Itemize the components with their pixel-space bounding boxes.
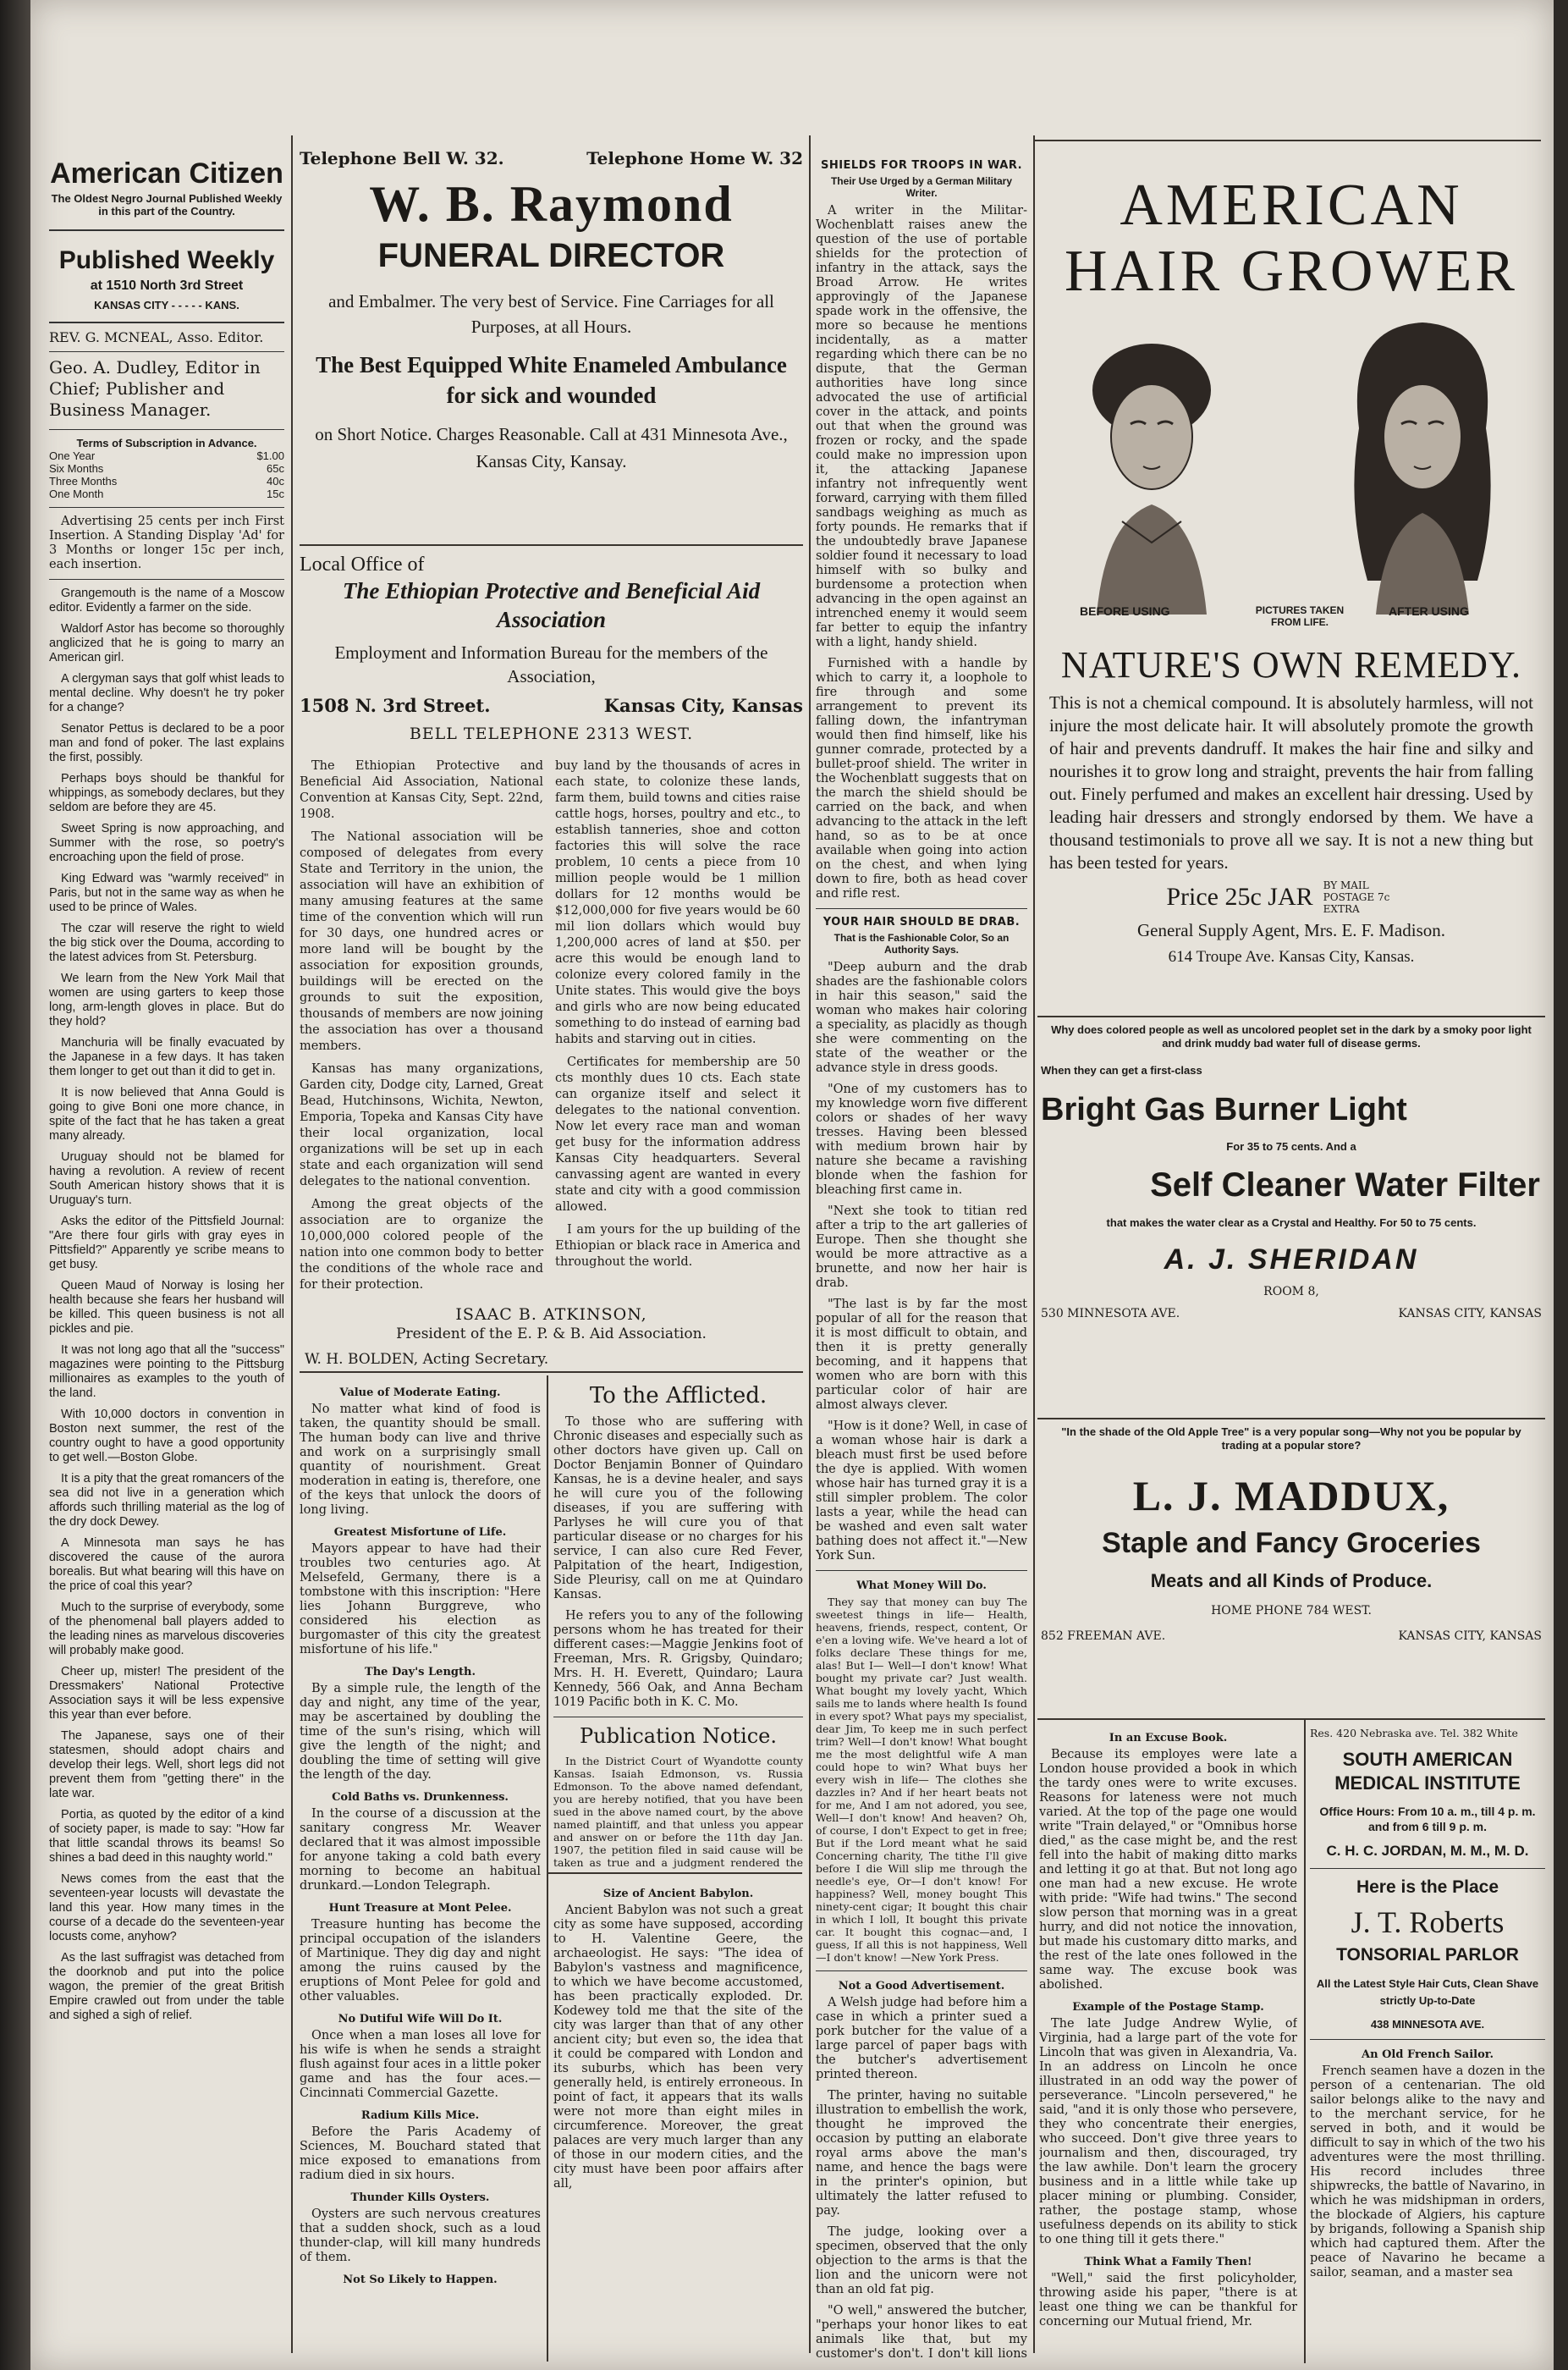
- association-paragraph: The National association will be composed of delegates from every State and Territory in the union, the association will have an exhibition of many amusing features at the same time of the convention which will run for 30 days, one hundred acres or more land will be bought by the association for exposition grounds, buildings will be erected on the grounds to suit the exposition, thousands of members are now joining the association has over a thousand members.: [300, 830, 543, 1053]
- scan-edge-left: [0, 0, 30, 2370]
- item-heading: Cold Baths vs. Drunkenness.: [332, 1791, 509, 1804]
- subscription-terms: [49, 437, 284, 500]
- employment-bureau: Employment and Information Bureau for the members of the Association,: [334, 642, 768, 686]
- excuse-text: Because its employes were late a London house provided a book in which the tardy ones were to write excuses. Reasons for lateness were not much varied. At the top of the page one would write "Train delayed," or "Omnibus horse died," as the case might be, and the rest fell into the habit of making ditto marks and letting it go at that. But not long ago one man had a new excuse. He wrote with pride: "Wife had twins." The second slow person that morning was in a great hurry, and did not notice the innovation, but made his customary ditto marks, and the rest of the late ones followed in the same way. The excuse book was abolished.: [1039, 1748, 1297, 1992]
- babylon-title: Size of Ancient Babylon.: [602, 1888, 754, 1900]
- short-item: The czar will reserve the right to wield the big stick over the Douma, according to the latest advices from St. Petersburg.: [49, 922, 284, 964]
- institute-doctor: C. H. C. JORDAN, M. M., M. D.: [1326, 1843, 1529, 1859]
- newspaper-page: [30, 0, 1554, 2370]
- raymond-line-3: on Short Notice. Charges Reasonable. Call at 431 Minnesota Ave., Kansas City, Kansay.: [315, 424, 788, 471]
- short-item: News comes from the east that the seventeen-year locusts will devastate the land this year. How many times in the course of a decade do the seventeen-year locusts come, anyhow?: [49, 1872, 284, 1943]
- excuse-title: In an Excuse Book.: [1109, 1732, 1228, 1744]
- shields-text: A writer in the Militar-Wochenblatt raises anew the question of the use of portable shields for the protection of infantry in the attack, says the Broad Arrow. He writes approvingly of the Japanese spade work in the offensive, the more so because he mentions incidentally, as a matter regarding which there can be no dispute, that the German authorities have long since advocated the use of artificial cover in the attack, and points out that when the ground was frozen or rocky, and the spade could make no impression upon it, the attacking Japanese infantry not infrequently went forward, carrying with them filled sandbags weighing as much as forty pounds. He remarks that if the undoubtedly brave Japanese soldier found it necessary to load himself with so bulky and burdensome a protection when advancing in the open against an intrenched enemy it would seem far better to equip the infantry with a light, handy shield.: [816, 204, 1027, 649]
- natures-remedy: NATURE'S OWN REMEDY.: [1060, 644, 1522, 686]
- associate-editor: REV. G. MCNEAL, Asso. Editor.: [49, 329, 264, 345]
- item-text: By a simple rule, the length of the day and night, any time of the year, may be ascertained by doubling the time of the sun's rising, which will give the length of the night; and doubling the time of setting will give the length of the day.: [300, 1682, 541, 1782]
- hair-drab-text: "Next she took to titian red after a trip to the art galleries of Europe. Then she thought she would be more attractive as a brunette, and now her hair is drab.: [816, 1204, 1027, 1290]
- published-weekly: Published Weekly: [58, 246, 275, 274]
- maddux-city: KANSAS CITY, KANSAS: [1398, 1629, 1542, 1643]
- item-heading: No Dutiful Wife Will Do It.: [338, 2013, 503, 2026]
- column-1: [49, 152, 284, 2362]
- maddux-ad: [1037, 1422, 1545, 1718]
- column-rule: [547, 1375, 548, 2362]
- association-name: The Ethiopian Protective and Beneficial Aid Association: [342, 578, 761, 632]
- local-office-label: Local Office of: [300, 554, 425, 576]
- family-title: Think What a Family Then!: [1084, 2256, 1252, 2268]
- after-using-label: AFTER USING: [1389, 604, 1469, 618]
- maddux-address: 852 FREEMAN AVE.: [1041, 1629, 1166, 1643]
- shields-title: SHIELDS FOR TROOPS IN WAR.: [820, 159, 1023, 172]
- hair-drab-text: "Deep auburn and the drab shades are the fashionable colors in hair this season," said the woman who makes hair coloring a speciality, as placidly as though she were commenting on the state of the weather or the advance style in dress goods.: [816, 961, 1027, 1075]
- ad-divider: [1037, 1718, 1545, 1720]
- maddux-groceries: Staple and Fancy Groceries: [1102, 1527, 1481, 1559]
- raymond-ambulance: The Best Equipped White Enameled Ambulance for sick and wounded: [316, 352, 787, 408]
- after-portrait-image: [1325, 310, 1520, 615]
- advertisement-story-text: The judge, looking over a specimen, observed that the only objection to the arms is that the lion and the unicorn were not than an old fat pig.: [816, 2225, 1027, 2296]
- maddux-phone: HOME PHONE 784 WEST.: [1211, 1604, 1372, 1618]
- hair-ad-title-2: HAIR GROWER: [1065, 239, 1518, 304]
- filter-text: that makes the water clear as a Crystal and Healthy. For 50 to 75 cents.: [1106, 1216, 1477, 1229]
- hair-ad-agent-address: 614 Troupe Ave. Kansas City, Kansas.: [1168, 948, 1415, 966]
- short-item: King Edward was "warmly received" in Paris, but not in the same way as when he used to be prince of Wales.: [49, 872, 284, 914]
- association-paragraph: buy land by the thousands of acres in each state, to colonize these lands, farm them, build towns and cities raise cattle hogs, horses, poultry and etc., to establish tanneries, shoe and cotton factories this will solve the race problem, 10 cents a piece from 10 million people would be 1 million dollars for 12 months would be $12,000,000 for five years would be 60 mil lion dollars which would buy 1,200,000 acres of land at $50. per acre this would be enough land to colonize every colored family in the Unite states. This would give the boys and girls who are now being educated something to do instead of earning bad habits and starving out in cities.: [555, 759, 801, 1046]
- association-paragraph: Certificates for membership are 50 cts monthly dues 10 cts. Each state can organize itself and select it delegates to the national convention. Now let every race man and woman get busy for the information address Kansas City headquarters. Several canvassing agent are wanted in every state and city with a good commission allowed.: [555, 1055, 801, 1214]
- before-portrait-image: [1054, 310, 1249, 615]
- item-text: Oysters are such nervous creatures that a sudden shock, such as a loud thunder-clap, will kill many hundreds of them.: [300, 2207, 541, 2264]
- roberts-name: J. T. Roberts: [1351, 1905, 1505, 1939]
- short-item: It is a pity that the great romancers of the sea did not live in a generation which affords such thrilling material as the log of the dry dock Dewey.: [49, 1472, 284, 1529]
- item-heading: Value of Moderate Eating.: [339, 1386, 501, 1399]
- association-paragraph: I am yours for the up building of the Ethiopian or black race in America and throughout the world.: [555, 1223, 801, 1269]
- column-rule: [1033, 135, 1035, 2353]
- short-item: It was not long ago that all the "success" magazines were pointing to the Pittsburg millionaires as examples to the youth of the land.: [49, 1343, 284, 1400]
- sailor-title: An Old French Sailor.: [1362, 2048, 1494, 2061]
- short-item: Waldorf Astor has become so thoroughly anglicized that he is going to marry an American girl.: [49, 622, 284, 664]
- hair-ad-postage: BY MAIL POSTAGE 7c EXTRA: [1323, 879, 1390, 915]
- sheridan-city: KANSAS CITY, KANSAS: [1398, 1307, 1542, 1320]
- column-rule: [809, 135, 811, 2353]
- short-item: With 10,000 doctors in convention in Boston next summer, the rest of the country ought to have a good opportunity to get well.—Boston Globe.: [49, 1408, 284, 1464]
- signature-president: ISAAC B. ATKINSON,: [455, 1305, 647, 1324]
- short-item: Uruguay should not be blamed for having a revolution. A review of recent South American history shows that it is Uruguay's turn.: [49, 1150, 284, 1207]
- terms-title: Terms of Subscription in Advance.: [76, 437, 257, 449]
- publication-address: at 1510 North 3rd Street: [90, 278, 244, 293]
- sheridan-ad: [1037, 1020, 1545, 1418]
- roberts-address: 438 MINNESOTA AVE.: [1370, 2018, 1485, 2031]
- hair-ad-agent: General Supply Agent, Mrs. E. F. Madison.: [1136, 920, 1446, 940]
- short-item: The Japanese, says one of their statesmen, should adopt chairs and develop their legs. Well, short legs did not prevent them from "getting there" in the late war.: [49, 1729, 284, 1800]
- shields-text: Furnished with a handle by which to carry it, a loophole to fire through and some arrangement to prevent its falling down, the infantryman would then find himself, like his gunner comrade, protected by a bullet-proof shield. The writer in the Wochenblatt suggests that on the march the shield should be carried on the back, and when advancing to the attack in the left hand, so as to be at once available when going into action on the chest, and when lying down to fire, both as head cover and rifle rest.: [816, 657, 1027, 901]
- advertisement-story-title: Not a Good Advertisement.: [838, 1980, 1005, 1992]
- item-heading: The Day's Length.: [365, 1666, 476, 1678]
- funeral-director-title: FUNERAL DIRECTOR: [377, 237, 725, 274]
- short-items: [49, 587, 284, 2023]
- poem-text: They say that money can buy The sweetest things in life— Health, heavens, friends, respect, content, Or e'en a loving wife. We've heard a lot of folks declare These things for me, alas! But I— Well—I don't know! What bought my private car? Just wealth. What bought my lovely yacht, Which sails me to lands where health Is found in every spot? What pays my specialist, dear Jim, To keep me in such perfect trim? Well—I don't know! What bought me the most delightful wife A man could hope to win? What buys her every wish in life— The clothes she dazzles in? And if her heart beats not for me, And I am not adored, you see, Well—I don't know! And heaven? Oh, of course, I don't Expect to get in free; But if the Lord meant what he said Concerning charity, The tithe I'll give before I die Will slip me through the needle's eye, Or—I don't know! For happiness? Well, money bought This ninety-cent cigar; It bought this chair in which I loll, It bought this private car. It bought this cognac—and, I guess, If all this is not happiness, Well—I don't know! —New York Press.: [816, 1596, 1027, 1964]
- apple-tree-text: "In the shade of the Old Apple Tree" is a very popular song—Why not you be popular by trading at a popular store?: [1061, 1425, 1521, 1452]
- sheridan-name: A. J. SHERIDAN: [1164, 1243, 1419, 1276]
- advertisement-story-text: A Welsh judge had before him a case in which a printer sued a pork butcher for the value of a large parcel of paper bags with the butcher's advertisement printed thereon.: [816, 1996, 1027, 2081]
- column-rule: [1304, 1720, 1306, 2363]
- hair-ad-price: Price 25c JAR: [1166, 883, 1313, 911]
- item-heading: Hunt Treasure at Mont Pelee.: [328, 1902, 512, 1915]
- item-heading: Radium Kills Mice.: [360, 2109, 480, 2122]
- masthead-subtitle: The Oldest Negro Journal Published Weekly in this part of the Country.: [51, 192, 283, 218]
- short-item: Portia, as quoted by the editor of a kind of society paper, is made to say: "How far that little scandal throws its beams! So shines a bad deed in this naughty world.": [49, 1808, 284, 1865]
- column-3: [816, 152, 1027, 2362]
- association-paragraph: Among the great objects of the association are to organize the 10,000,000 colored people of the nation into one common body to better the conditions of the whole race and for their protection.: [300, 1198, 543, 1292]
- roberts-parlor: TONSORIAL PARLOR: [1336, 1945, 1519, 1965]
- ad-divider: [1037, 1418, 1545, 1419]
- terms-row: Six Months 65c: [49, 462, 284, 475]
- raymond-name: W. B. Raymond: [369, 176, 734, 232]
- publication-city: KANSAS CITY - - - - - KANS.: [94, 299, 239, 311]
- ethiopian-association: [300, 550, 803, 1371]
- babylon-text: Ancient Babylon was not such a great city as some have supposed, according to H. Valentine Geere, the archaeologist. He says: "The idea of Babylon's vastness and magnificence, to which we have become accustomed, has been practically exploded. Dr. Kodewey told me that the site of the city was larger than that of any other ancient city; but even so, the idea that it could be compared with London and its suburbs, which has been very generally held, is entirely erroneous. In point of fact, it appears that its walls were not more than eight miles in circumference. Moreover, the great palaces are very much larger than any of those in our modern cities, and the city must have been poor affairs after all,: [553, 1904, 803, 2191]
- sheridan-room: ROOM 8,: [1263, 1285, 1319, 1298]
- association-paragraph: Kansas has many organizations, Garden city, Dodge city, Larned, Great Bead, Hutchinsons, Wichita, Newton, Emporia, Topeka and Kansas City have their local organization, local organizations will be set up in each state and each organization will send delegates to the national convention.: [300, 1062, 543, 1188]
- item-text: Mayors appear to have had their troubles two centuries ago. At Melsefeld, Germany, there is a tombstone with this inscription: "Here lies Johann Burggreve, who considered his election as burgomaster of this city the greatest misfortune of his life.": [300, 1542, 541, 1656]
- afflicted-title: To the Afflicted.: [589, 1383, 767, 1408]
- roberts-here: Here is the Place: [1356, 1877, 1499, 1897]
- gas-price: For 35 to 75 cents. And a: [1226, 1140, 1356, 1153]
- column-4-lower-right: [1310, 1723, 1545, 2362]
- column-rule: [291, 135, 293, 2353]
- raymond-funeral-ad: [300, 148, 803, 546]
- afflicted-references: He refers you to any of the following persons whom he has treated for their different cases:—Maggie Jenkins foot of Freeman, Mrs. R. Grigsby, Quindaro; Mrs. H. H. Everett, Quindaro; Laura Kennedy, 566 Oak, and Anna Becham 1019 Pacific both in K. C. Mo.: [553, 1609, 803, 1709]
- column-2-lower-right: [553, 1378, 803, 1869]
- short-item: Queen Maud of Norway is losing her health because she fears her husband will be killed. This queen business is not all pickles and pie.: [49, 1279, 284, 1336]
- sailor-text: French seamen have a dozen in the person of a centenarian. The old sailor belongs alike to the navy and to the merchant service, for he served in both, and it would be difficult to say in which of the two his adventures were the most thrilling. His record includes three shipwrecks, the battle of Navarino, in which he was midshipman in orders, the blockade of Algiers, his capture by brigands, following a Spanish ship which had captured them. After the peace of Navarino he became a sailor, seaman, and a master sea: [1310, 2064, 1545, 2279]
- hair-drab-title: YOUR HAIR SHOULD BE DRAB.: [823, 916, 1021, 929]
- maddux-name: L. J. MADDUX,: [1132, 1472, 1450, 1519]
- hair-drab-subtitle: That is the Fashionable Color, So an Authority Says.: [834, 932, 1010, 956]
- short-item: Manchuria will be finally evacuated by the Japanese in a few days. It has taken them longer to get out than it did to get in.: [49, 1036, 284, 1078]
- telephone-bell: Telephone Bell W. 32.: [300, 148, 504, 168]
- hair-drab-text: "The last is by far the most popular of all for the reason that it is most difficult to obtain, and then it is pretty generally becoming, and it happens that women who are born with this particular color of hair are almost always clever.: [816, 1298, 1027, 1412]
- institute-hours: Office Hours: From 10 a. m., till 4 p. m. and from 6 till 9 p. m.: [1319, 1805, 1536, 1833]
- ad-divider: [548, 1872, 802, 1874]
- signature-secretary: W. H. BOLDEN, Acting Secretary.: [305, 1351, 549, 1368]
- item-text: Treasure hunting has become the principal occupation of the islanders of Martinique. They dig day and night among the ruins caused by the eruptions of Mont Pelee for gold and other valuables.: [300, 1918, 541, 2003]
- hair-ad-text: This is not a chemical compound. It is absolutely harmless, will not injure the most delicate hair. It will absolutely promote the growth of hair and prevents dandruff. It makes the hair fine and silky and nourishes it to grow long and straight, prevents the hair from falling out. Finely perfumed and makes an excellent hair dressing. Used by leading hair dressers and strongly endorsed by them. We have a thousand testimonials to prove all we say. It is not a new thing but has been tested for years.: [1049, 692, 1533, 873]
- short-item: Perhaps boys should be thankful for whippings, as somebody declares, but they seldom are before they are 45.: [49, 772, 284, 814]
- babylon-article: [553, 1879, 803, 2362]
- institute-title: SOUTH AMERICAN MEDICAL INSTITUTE: [1334, 1749, 1521, 1794]
- publication-notice-title: Publication Notice.: [580, 1724, 777, 1748]
- hair-drab-text: "One of my customers has to my knowledge worn five different colors or shades of her wavy tresses. Having been blessed with medium brown hair by nature she became a ravishing blonde when the fashion for bleaching first came in.: [816, 1083, 1027, 1197]
- telephone-home: Telephone Home W. 32: [586, 148, 803, 168]
- hair-grower-ad: [1037, 152, 1545, 1016]
- maddux-meats: Meats and all Kinds of Produce.: [1150, 1570, 1433, 1591]
- association-street: 1508 N. 3rd Street.: [300, 695, 491, 716]
- stamp-title: Example of the Postage Stamp.: [1072, 2001, 1264, 2014]
- short-item: As the last suffragist was detached from the doorknob and put into the police wagon, the premier of the great British Empire crawled out from under the table and sighed a sigh of relief.: [49, 1951, 284, 2022]
- short-item: A Minnesota man says he has discovered the cause of the aurora borealis. But what bearing will this have on the price of coal this year?: [49, 1536, 284, 1593]
- association-paragraph: The Ethiopian Protective and Beneficial Aid Association, National Convention at Kansas City, Sept. 22nd, 1908.: [300, 759, 543, 821]
- gas-question: Why does colored people as well as uncolored peoplet set in the dark by a smoky poor light and drink muddy bad water full of disease germs.: [1051, 1023, 1532, 1050]
- short-item: We learn from the New York Mail that women are using garters to keep those long, arm-length gloves in place. But do they hold?: [49, 972, 284, 1028]
- top-rule: [1033, 140, 1541, 141]
- item-text: No matter what kind of food is taken, the quantity should be small. The human body can live and thrive and work on a surprisingly small quantity of nourishment. Great moderation in eating is, therefore, one of the keys that unlock the doors of long living.: [300, 1403, 541, 1517]
- advertisement-story-text: "O well," answered the butcher, "perhaps your honor likes to eat animals like that, but my customer's don't. I don't kill lions: [816, 2304, 1027, 2361]
- publication-notice-text: In the District Court of Wyandotte county Kansas. Isaiah Edmonson, vs. Russia Edmonson. To the above named defendant, you are hereby notified, that you have been sued in the above named court, by the above named plaintiff, and that unless you appear and answer on or before the 11th day Jan. 1907, the petition filed in said cause will be taken as true and a judgment rendered the: [553, 1755, 803, 1869]
- bell-telephone: BELL TELEPHONE 2313 WEST.: [409, 725, 694, 743]
- raymond-line-1: and Embalmer. The very best of Service. Fine Carriages for all Purposes, at all Hours.: [328, 291, 774, 337]
- hair-ad-portraits: [1037, 310, 1545, 640]
- short-item: Grangemouth is the name of a Moscow editor. Evidently a farmer on the side.: [49, 587, 284, 615]
- short-item: Senator Pettus is declared to be a poor man and fond of poker. The last explains the first, possibly.: [49, 722, 284, 764]
- column-4-lower-left: [1039, 1723, 1297, 2362]
- terms-row: One Year $1.00: [49, 449, 284, 462]
- sheridan-address: 530 MINNESOTA AVE.: [1041, 1307, 1180, 1320]
- pictures-label: PICTURES TAKEN FROM LIFE.: [1255, 604, 1345, 628]
- item-text: Once when a man loses all love for his wife is when he sends a straight flush against four aces in a little poker game and has the four aces.—Cincinnati Commercial Gazette.: [300, 2029, 541, 2100]
- roberts-cuts: All the Latest Style Hair Cuts, Clean Shave strictly Up-to-Date: [1316, 1977, 1539, 2007]
- water-filter-heading: Self Cleaner Water Filter: [1150, 1166, 1540, 1204]
- short-item: Asks the editor of the Pittsfield Journal: "Are there four girls with gray eyes in Pittsfield?" Apparently ye scribe means to get busy.: [49, 1215, 284, 1271]
- scan-edge-right: [1554, 0, 1568, 2370]
- shields-subtitle: Their Use Urged by a German Military Writer.: [830, 175, 1013, 199]
- advertisement-story-text: The printer, having no suitable illustration to embellish the work, thought he improved the occasion by putting an elaborate royal arms above the man's name, and hence the bags were in the printer's opinion, but ultimately the latter refused to pay.: [816, 2089, 1027, 2218]
- short-item: Sweet Spring is now approaching, and Summer with the rose, so poetry's encroaching upon the field of prose.: [49, 822, 284, 864]
- afflicted-text: To those who are suffering with Chronic diseases and especially such as other doctors have given up. Call on Doctor Benjamin Bonner of Quindaro Kansas, he is a devine healer, and says he will cure you of the following diseases, if you are suffering with Parlyses he will cure you of that particular disease or no charges for his service, I can also cure Red Fever, Palpitation of the heart, Indigestion, Side Pleurisy, call on me at Quindaro Kansas.: [553, 1415, 803, 1601]
- institute-residence: Res. 420 Nebraska ave. Tel. 382 White: [1310, 1727, 1518, 1739]
- family-text: "Well," said the first policyholder, throwing aside his paper, "there is at least one thing we can be thankful for concerning our Mutual friend, Mr.: [1039, 2272, 1297, 2329]
- association-city: Kansas City, Kansas: [603, 695, 803, 716]
- short-item: It is now believed that Anna Gould is going to give Boni one more chance, in spite of the fact that he has taken a great many already.: [49, 1086, 284, 1143]
- item-heading: Not So Likely to Happen.: [343, 2274, 498, 2286]
- gas-when: When they can get a first-class: [1041, 1064, 1202, 1077]
- hair-drab-text: "How is it done? Well, in case of a woman whose hair is dark a bleach must first be used before the dye is applied. With women whose hair has turned gray it is a still simpler problem. The color lasts a year, while the head can be washed and even salt water bathing does not affect it."—New York Sun.: [816, 1419, 1027, 1563]
- ad-divider: [300, 544, 803, 546]
- column-2-lower-left: [300, 1378, 541, 2360]
- item-text: In the course of a discussion at the sanitary congress Mr. Weaver declared that it was almost impossible for anyone taking a cold bath every morning to become an habitual drunkard.—London Telegraph.: [300, 1807, 541, 1893]
- item-heading: Thunder Kills Oysters.: [350, 2191, 490, 2204]
- gas-light-heading: Bright Gas Burner Light: [1041, 1092, 1407, 1127]
- item-heading: Greatest Misfortune of Life.: [333, 1526, 507, 1539]
- ad-divider: [300, 1371, 803, 1373]
- editor-in-chief: Geo. A. Dudley, Editor in Chief; Publisher and Business Manager.: [49, 357, 261, 420]
- poem-title: What Money Will Do.: [856, 1579, 987, 1592]
- masthead-title: American Citizen: [50, 157, 283, 190]
- short-item: A clergyman says that golf whist leads to mental decline. Why doesn't he try poker for a change?: [49, 672, 284, 714]
- hair-ad-title-1: AMERICAN: [1120, 173, 1463, 238]
- terms-row: One Month 15c: [49, 488, 284, 500]
- stamp-text: The late Judge Andrew Wylie, of Virginia, had a large part of the vote for Lincoln that was given in Alexandria, Va. In an address on Lincoln he once illustrated in an odd way the power of perseverance. "Lincoln persevered," he said, "and it is only those who persevere, they who concentrate their energies, who succeed. Don't give three years to journalism and then, discouraged, try the law awhile. Don't learn the grocery business and in a little while take up placer mining or plumbing. Consider, rather, the postage stamp, whose usefulness depends on its ability to stick to one thing till it gets there.": [1039, 2017, 1297, 2246]
- short-item: Cheer up, mister! The president of the Dressmakers' National Protective Association says it will be less expensive this year than ever before.: [49, 1665, 284, 1722]
- before-using-label: BEFORE USING: [1080, 604, 1170, 618]
- terms-row: Three Months 40c: [49, 475, 284, 488]
- ad-divider: [1037, 1016, 1545, 1017]
- short-item: Much to the surprise of everybody, some of the phenomenal ball players added to the leading nines as marvelous discoveries will probably make good.: [49, 1601, 284, 1657]
- item-text: Before the Paris Academy of Sciences, M. Bouchard stated that mice exposed to emanations from radium died in six hours.: [300, 2125, 541, 2182]
- advertising-rates: Advertising 25 cents per inch First Insertion. A Standing Display 'Ad' for 3 Months or longer 15c per inch, each insertion.: [49, 515, 284, 571]
- signature-president-title: President of the E. P. & B. Aid Association.: [396, 1326, 707, 1342]
